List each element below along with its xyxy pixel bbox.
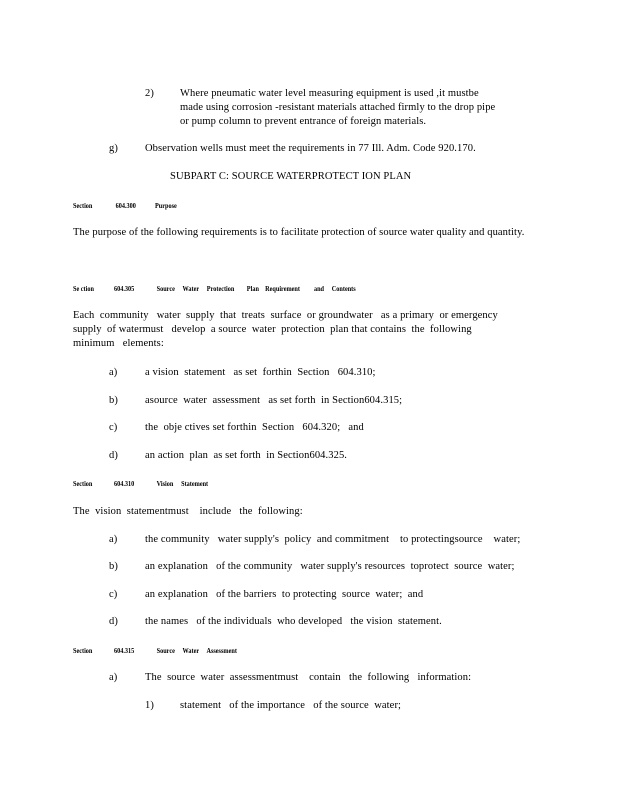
item-2-line-1: Where pneumatic water level measuring equipment is used ,it mustbe: [180, 88, 479, 99]
section-title: Source Water Protection Plan Requirement and Contents: [156, 284, 356, 293]
section-305-heading: [73, 284, 356, 294]
list-item-marker: b): [109, 561, 118, 572]
item-2-line-2: made using corrosion -resistant materials attached firmly to the drop pipe: [180, 102, 496, 113]
list-item-marker: a): [109, 367, 118, 378]
list-item-marker: c): [109, 422, 118, 433]
section-number: 604.310: [114, 479, 135, 488]
list-item-marker: a): [109, 672, 118, 683]
subpart-title: SUBPART C: SOURCE WATERPROTECT ION PLAN: [170, 171, 412, 182]
list-item: The source water assessmentmust contain the following information:: [145, 672, 472, 683]
section-310-body: The vision statementmust include the following:: [73, 506, 303, 517]
list-item: asource water assessment as set forth in Section604.315;: [145, 395, 403, 406]
list-item-marker: a): [109, 534, 118, 545]
section-label: Se ction: [73, 284, 94, 293]
section-title: Purpose: [155, 201, 177, 210]
sub-item-marker: 1): [145, 700, 154, 711]
list-item: the obje ctives set forthin Section 604.320; and: [145, 422, 364, 433]
item-g-text: Observation wells must meet the requirements in 77 Ill. Adm. Code 920.170.: [145, 143, 476, 154]
section-305-body-line-1: Each community water supply that treats surface or groundwater as a primary or emergency: [73, 310, 498, 321]
section-305-body-line-3: minimum elements:: [73, 338, 164, 349]
item-2-marker: 2): [145, 88, 154, 99]
list-item-marker: d): [109, 450, 118, 461]
section-number: 604.315: [114, 646, 135, 655]
item-g-marker: g): [109, 143, 118, 154]
item-2-line-3: or pump column to prevent entrance of foreign materials.: [180, 116, 427, 127]
section-number: 604.305: [114, 284, 135, 293]
list-item: an explanation of the community water supply's resources toprotect source water;: [145, 561, 515, 572]
section-label: Section: [73, 646, 93, 655]
list-item-marker: d): [109, 616, 118, 627]
list-item: the community water supply's policy and commitment to protectingsource water;: [145, 534, 521, 545]
section-315-heading: [73, 646, 237, 656]
list-item-marker: b): [109, 395, 118, 406]
sub-item: statement of the importance of the source water;: [180, 700, 402, 711]
list-item-marker: c): [109, 589, 118, 600]
section-label: Section: [73, 201, 93, 210]
section-title: Source Water Assessment: [156, 646, 237, 655]
section-310-heading: [73, 479, 208, 489]
section-300-body: The purpose of the following requirements is to facilitate protection of source water quality and quantity.: [73, 227, 525, 238]
section-number: 604.300: [115, 201, 136, 210]
list-item: an explanation of the barriers to protecting source water; and: [145, 589, 424, 600]
list-item: an action plan as set forth in Section604.325.: [145, 450, 348, 461]
section-300-heading: [73, 201, 177, 211]
list-item: a vision statement as set forthin Section 604.310;: [145, 367, 376, 378]
section-305-body-line-2: supply of watermust develop a source water protection plan that contains the following: [73, 324, 472, 335]
list-item: the names of the individuals who developed the vision statement.: [145, 616, 442, 627]
section-label: Section: [73, 479, 93, 488]
section-title: Vision Statement: [156, 479, 209, 488]
